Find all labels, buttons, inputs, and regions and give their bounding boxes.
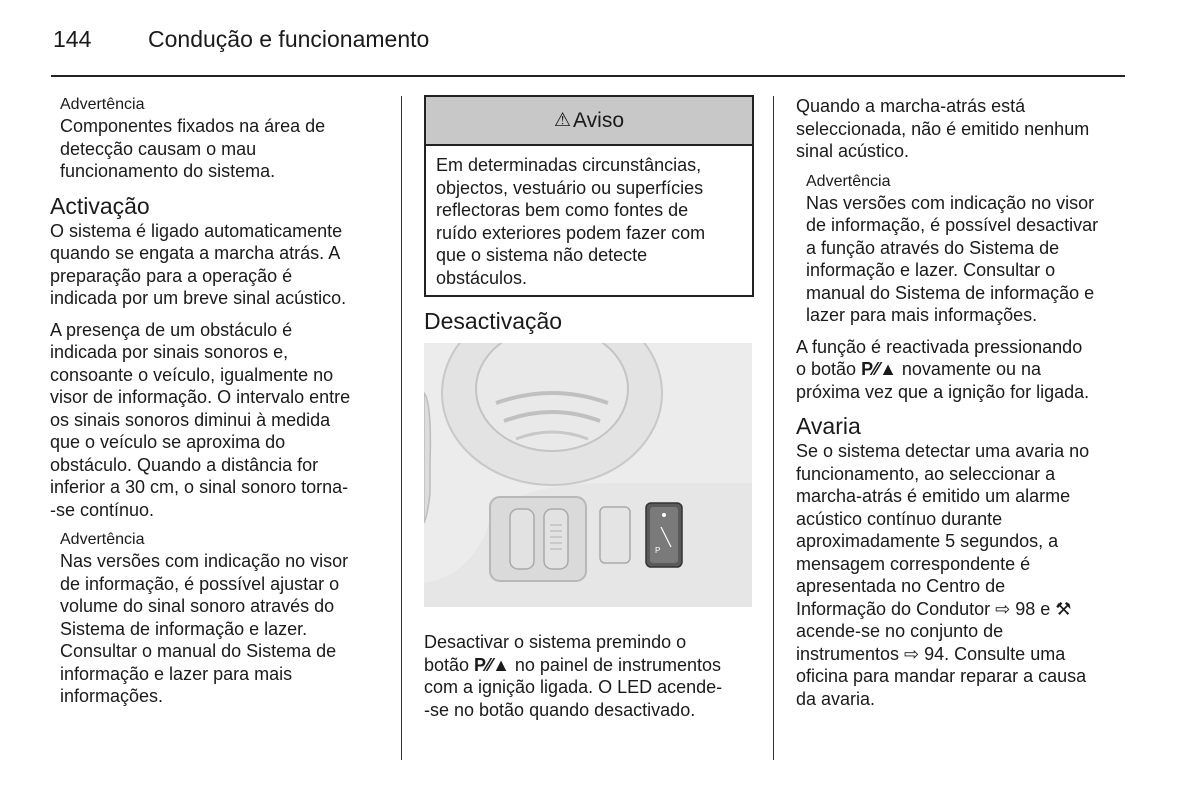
park-pilot-icon: P⁄⁄▲ [474, 654, 510, 675]
text-line: detecção causam o mau [60, 138, 257, 159]
note-title: Advertência [60, 531, 145, 548]
text-span: no painel de instrumentos [509, 654, 722, 675]
note-volume [60, 530, 386, 708]
text-line: Quando a marcha-atrás está [796, 96, 1026, 116]
text-line: -se contínuo. [50, 499, 155, 520]
column-divider-right [773, 96, 774, 760]
text-line: funcionamento, ao seleccionar a [796, 463, 1056, 484]
warning-title: Aviso [573, 108, 625, 132]
paragraph-obstacle [50, 319, 386, 522]
column-divider-left [401, 96, 402, 760]
note-body [60, 550, 386, 708]
text-line: Nas versões com indicação no visor [806, 192, 1095, 213]
text-line: reflectoras bem como fontes de [436, 200, 689, 220]
text-line: visor de informação. O intervalo entre [50, 387, 351, 407]
text-line: consoante o veículo, igualmente no [50, 364, 334, 385]
note-title: Advertência [60, 96, 145, 113]
column-left [50, 95, 386, 717]
chapter-title: Condução e funcionamento [148, 26, 430, 52]
warning-body [426, 146, 752, 295]
text-line: preparação para a operação é [50, 265, 293, 286]
page-number: 144 [53, 26, 92, 52]
note-sensor-components [60, 95, 386, 183]
text-line: informação e lazer para mais [60, 663, 293, 684]
park-pilot-icon: P⁄⁄▲ [861, 359, 897, 379]
text-line: de informação, é possível desactivar [806, 215, 1099, 235]
text-line: volume do sinal sonoro através do [60, 596, 335, 616]
text-line: Informação do Condutor ⇨ 98 e ⚒ [796, 598, 1072, 619]
text-line: instrumentos ⇨ 94. Consulte uma [796, 643, 1066, 664]
text-line: O sistema é ligado automaticamente [50, 220, 343, 241]
text-line: acústico contínuo durante [796, 508, 1003, 529]
text-line: Se o sistema detectar uma avaria no [796, 441, 1090, 461]
text-line: próxima vez que a ignição for ligada. [796, 381, 1090, 402]
text-line: manual do Sistema de informação e [806, 282, 1095, 303]
text-line: Em determinadas circunstâncias, [436, 155, 702, 175]
paragraph-deactivation [424, 631, 754, 721]
text-line [424, 654, 754, 677]
paragraph-reactivation [796, 336, 1131, 404]
text-line: indicada por um breve sinal acústico. [50, 288, 347, 308]
paragraph-activation [50, 220, 386, 310]
text-line: ruído exteriores podem fazer com [436, 222, 706, 243]
column-middle [424, 95, 754, 730]
text-line: lazer para mais informações. [806, 305, 1038, 325]
heading-activation: Activação [50, 192, 150, 219]
warning-box [424, 95, 754, 297]
warning-header [426, 97, 752, 146]
text-span: novamente ou na [896, 359, 1042, 379]
warning-triangle-icon: ⚠ [553, 110, 572, 131]
note-body [806, 192, 1131, 327]
text-line: inferior a 30 cm, o sinal sonoro torna- [50, 477, 349, 497]
svg-text:P: P [655, 546, 661, 555]
text-line [796, 358, 1131, 381]
text-span: botão [424, 654, 475, 675]
text-line: A presença de um obstáculo é [50, 319, 293, 340]
heading-deactivation: Desactivação [424, 308, 563, 334]
text-line: Desactivar o sistema premindo o [424, 632, 687, 652]
text-line: Componentes fixados na área de [60, 116, 326, 136]
text-line: que o sistema não detecte [436, 245, 648, 265]
text-line: objectos, vestuário ou superfícies [436, 177, 704, 198]
note-title: Advertência [806, 172, 891, 190]
paragraph-fault [796, 440, 1131, 710]
header-rule [51, 75, 1125, 77]
text-line: a função através do Sistema de [806, 237, 1060, 258]
text-line: da avaria. [796, 688, 876, 709]
text-span: o botão [796, 359, 862, 379]
text-line: os sinais sonoros diminui à medida [50, 409, 331, 430]
text-line: Consultar o manual do Sistema de [60, 641, 337, 661]
text-line: Nas versões com indicação no visor [60, 551, 349, 571]
text-line: sinal acústico. [796, 141, 910, 161]
text-line: obstáculos. [436, 267, 528, 288]
paragraph-reverse-gear [796, 95, 1131, 163]
note-body [60, 115, 386, 183]
column-right [796, 95, 1131, 719]
text-line: quando se engata a marcha atrás. A [50, 243, 341, 263]
text-line: acende-se no conjunto de [796, 621, 1004, 641]
text-line: aproximadamente 5 segundos, a [796, 531, 1059, 551]
text-line: informações. [60, 686, 164, 706]
text-line: -se no botão quando desactivado. [424, 699, 696, 720]
note-disable-function [806, 172, 1131, 327]
text-line: oficina para mandar reparar a causa [796, 666, 1087, 686]
heading-fault: Avaria [796, 413, 861, 439]
text-line: obstáculo. Quando a distância for [50, 454, 319, 475]
text-line: indicada por sinais sonoros e, [50, 342, 289, 362]
text-line: Sistema de informação e lazer. [60, 618, 308, 639]
text-line: de informação, é possível ajustar o [60, 573, 340, 594]
dashboard-switch-illustration [424, 343, 752, 607]
text-line: informação e lazer. Consultar o [806, 260, 1056, 280]
text-line: marcha-atrás é emitido um alarme [796, 486, 1071, 506]
text-line: que o veículo se aproxima do [50, 432, 286, 452]
text-line: funcionamento do sistema. [60, 161, 276, 181]
text-line: com a ignição ligada. O LED acende- [424, 677, 723, 697]
text-line: seleccionada, não é emitido nenhum [796, 118, 1090, 139]
text-line: A função é reactivada pressionando [796, 336, 1083, 357]
text-line: mensagem correspondente é [796, 553, 1031, 574]
text-line: apresentada no Centro de [796, 576, 1006, 596]
